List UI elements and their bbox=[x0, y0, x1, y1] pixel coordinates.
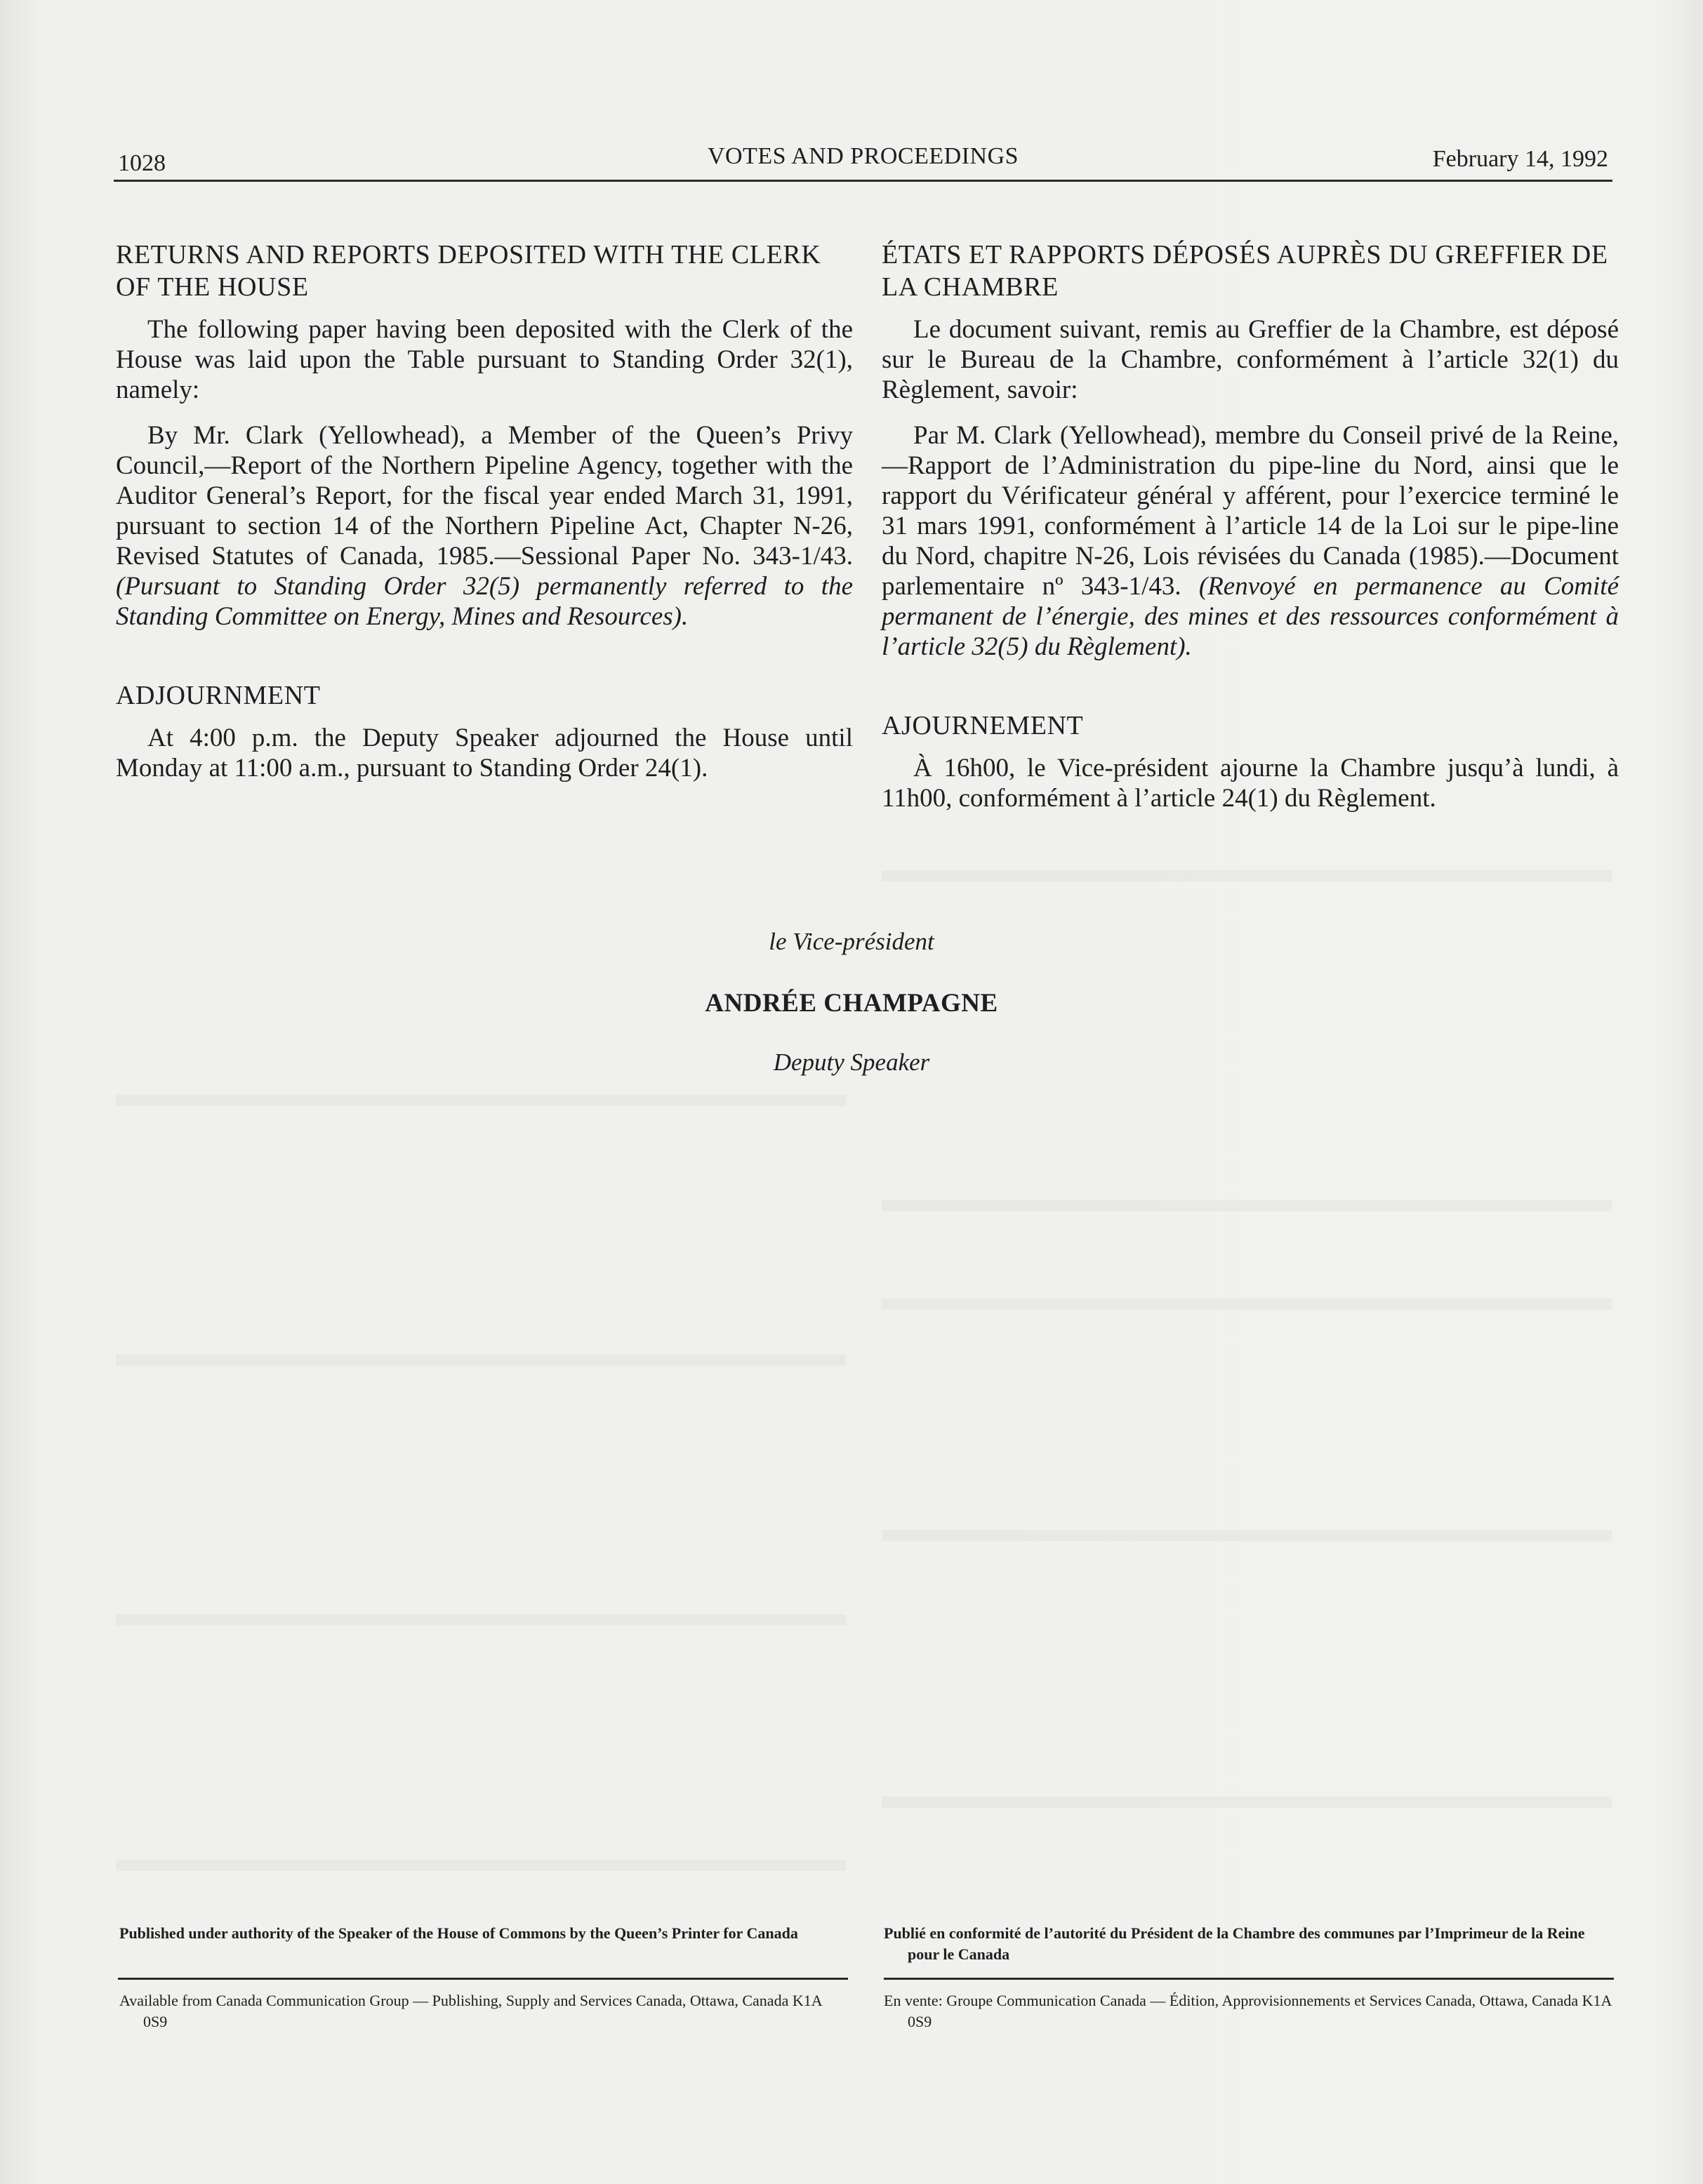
footer-published-fr-text: Publié en conformité de l’autorité du Président de la Chambre des communes par l’Imprimeur de la Reine pour le Canada bbox=[884, 1924, 1585, 1963]
bleed-through-mark bbox=[116, 1860, 846, 1871]
page-number: 1028 bbox=[118, 150, 166, 176]
section-title-returns: RETURNS AND REPORTS DEPOSITED WITH THE CLERK OF THE HOUSE bbox=[116, 240, 821, 302]
footer-divider bbox=[884, 1978, 1614, 1980]
header-date: February 14, 1992 bbox=[1432, 146, 1608, 172]
bleed-through-mark bbox=[882, 1530, 1612, 1541]
paragraph-depot-item bbox=[882, 420, 1619, 662]
depot-item-text: Par M. Clark (Yellowhead), membre du Conseil privé de la Reine,—Rapport de l’Administration du pipe-line du Nord, ainsi que le rapport du Vérificateur général y afférent, pour l’exercice terminé le 31 mars 1991, conformément à l’article 14 de la Loi sur le pipe-line du Nord, chapitre N-26, Lois révisées du Canada (1985).—Document parlementaire nº 343-1/43. bbox=[882, 421, 1619, 601]
bleed-through-mark bbox=[882, 1797, 1612, 1808]
paragraph-ajournement: À 16h00, le Vice-président ajourne la Chambre jusqu’à lundi, à 11h00, conformément à l’article 24(1) du Règlement. bbox=[882, 754, 1619, 813]
footer-published-en bbox=[119, 1923, 849, 1944]
section-title-etats: ÉTATS ET RAPPORTS DÉPOSÉS AUPRÈS DU GREFFIER DE LA CHAMBRE bbox=[882, 240, 1608, 302]
header-title: VOTES AND PROCEEDINGS bbox=[707, 143, 1019, 169]
footer-available-en bbox=[119, 1990, 849, 2032]
footer-available-en-text: Available from Canada Communication Group — Publishing, Supply and Services Canada, Ottawa, Canada K1A 0S9 bbox=[119, 1992, 822, 2030]
running-header bbox=[114, 140, 1612, 182]
section-title-ajournement: AJOURNEMENT bbox=[882, 711, 1084, 740]
deposit-item-text: By Mr. Clark (Yellowhead), a Member of the Queen’s Privy Council,—Report of the Northern Pipeline Agency, together with the Auditor General’s Report, for the fiscal year ended March 31, 1991, pursuant to section 14 of the Northern Pipeline Act, Chapter N-26, Revised Statutes of Canada, 1985.—Sessional Paper No. 343-1/43. bbox=[116, 421, 853, 571]
section-title-adjournment: ADJOURNMENT bbox=[116, 681, 321, 710]
bleed-through-mark bbox=[116, 1614, 846, 1625]
footer-available-fr-text: En vente: Groupe Communication Canada — Édition, Approvisionnements et Services Canada, Ottawa, Canada K1A 0S9 bbox=[884, 1992, 1612, 2030]
footer-available-fr bbox=[884, 1990, 1614, 2032]
bleed-through-mark bbox=[116, 1095, 846, 1106]
paragraph-depot-intro: Le document suivant, remis au Greffier de la Chambre, est déposé sur le Bureau de la Chambre, conformément à l’article 32(1) du Règlement, savoir: bbox=[882, 315, 1619, 404]
bleed-through-mark bbox=[882, 1200, 1612, 1211]
footer-published-fr bbox=[884, 1923, 1614, 1965]
bleed-through-mark bbox=[882, 1298, 1612, 1310]
english-column bbox=[116, 239, 853, 783]
paragraph-adjournment: At 4:00 p.m. the Deputy Speaker adjourned the House until Monday at 11:00 a.m., pursuant to Standing Order 24(1). bbox=[116, 724, 853, 783]
paragraph-deposit-item bbox=[116, 420, 853, 632]
bleed-through-mark bbox=[116, 1354, 846, 1366]
signature-role-en: Deputy Speaker bbox=[773, 1048, 930, 1076]
french-column bbox=[882, 239, 1619, 813]
footer-published-en-text: Published under authority of the Speaker of the House of Commons by the Queen’s Printer for Canada bbox=[119, 1924, 798, 1942]
deposit-item-referral: (Pursuant to Standing Order 32(5) permanently referred to the Standing Committee on Energy, Mines and Resources). bbox=[116, 572, 853, 631]
paragraph-deposit-intro: The following paper having been deposited with the Clerk of the House was laid upon the Table pursuant to Standing Order 32(1), namely: bbox=[116, 315, 853, 404]
footer-divider bbox=[118, 1978, 848, 1980]
signature-role-fr: le Vice-président bbox=[769, 928, 934, 955]
section-gap bbox=[882, 662, 1619, 710]
section-gap bbox=[116, 632, 853, 679]
depot-item-renvoi: (Renvoyé en permanence au Comité permanent de l’énergie, des mines et des ressources conformément à l’article 32(5) du Règlement). bbox=[882, 572, 1619, 661]
signature-name: ANDRÉE CHAMPAGNE bbox=[705, 989, 998, 1018]
bleed-through-mark bbox=[882, 870, 1612, 881]
